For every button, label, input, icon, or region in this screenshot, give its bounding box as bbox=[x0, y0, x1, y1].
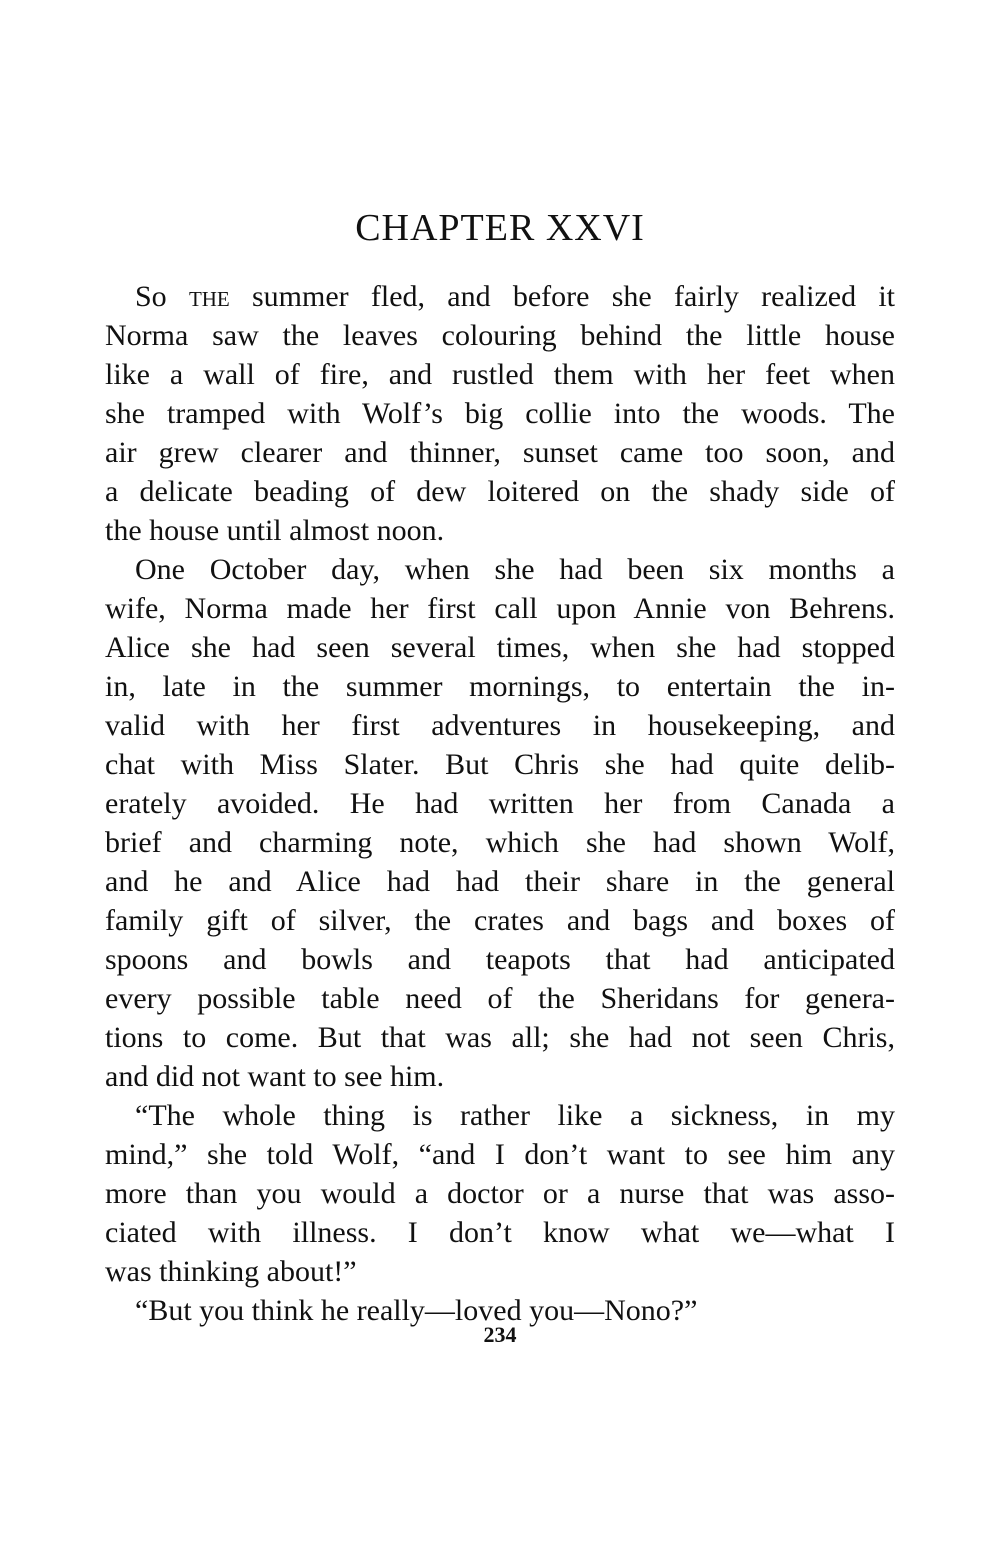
chapter-heading: CHAPTER XXVI bbox=[355, 207, 645, 249]
text-line: Alice she had seen several times, when she had stopped bbox=[105, 631, 895, 664]
text-line: chat with Miss Slater. But Chris she had quite delib- bbox=[105, 748, 895, 781]
text-line: and he and Alice had had their share in the general bbox=[105, 865, 895, 898]
text-line: ciated with illness. I don’t know what we—what I bbox=[105, 1216, 895, 1249]
text-line: air grew clearer and thinner, sunset came too soon, and bbox=[105, 436, 895, 469]
text-line: was thinking about!” bbox=[105, 1255, 357, 1288]
text-line: spoons and bowls and teapots that had anticipated bbox=[105, 943, 895, 976]
text-line: family gift of silver, the crates and bags and boxes of bbox=[105, 904, 895, 937]
small-caps-word: the bbox=[188, 280, 230, 313]
text-line: “The whole thing is rather like a sickness, in my bbox=[135, 1099, 895, 1132]
text-line: more than you would a doctor or a nurse that was asso- bbox=[105, 1177, 895, 1210]
text-line: every possible table need of the Sheridans for genera- bbox=[105, 982, 895, 1015]
text-line: mind,” she told Wolf, “and I don’t want to see him any bbox=[105, 1138, 895, 1171]
text-line: she tramped with Wolf’s big collie into the woods. The bbox=[105, 397, 895, 430]
text-line-rest: summer fled, and before she fairly realized it bbox=[229, 280, 896, 313]
text-line: brief and charming note, which she had shown Wolf, bbox=[105, 826, 895, 859]
text-line: Norma saw the leaves colouring behind the little house bbox=[105, 319, 895, 352]
text-line: in, late in the summer mornings, to entertain the in- bbox=[105, 670, 895, 703]
text-line: “But you think he really—loved you—Nono?” bbox=[135, 1294, 698, 1327]
text-line: and did not want to see him. bbox=[105, 1060, 445, 1093]
text-line: wife, Norma made her first call upon Annie von Behrens. bbox=[105, 592, 895, 625]
text-line: like a wall of fire, and rustled them with her feet when bbox=[105, 358, 895, 391]
body-text bbox=[105, 277, 895, 1330]
text-line bbox=[105, 277, 895, 316]
text-line: tions to come. But that was all; she had not seen Chris, bbox=[105, 1021, 895, 1054]
text-line: One October day, when she had been six months a bbox=[135, 553, 895, 586]
text-line: a delicate beading of dew loitered on the shady side of bbox=[105, 475, 895, 508]
text-line-lead: So bbox=[135, 280, 189, 313]
text-line: erately avoided. He had written her from Canada a bbox=[105, 787, 895, 820]
text-line: valid with her first adventures in housekeeping, and bbox=[105, 709, 895, 742]
text-line: the house until almost noon. bbox=[105, 514, 445, 547]
page-number: 234 bbox=[483, 1322, 517, 1347]
